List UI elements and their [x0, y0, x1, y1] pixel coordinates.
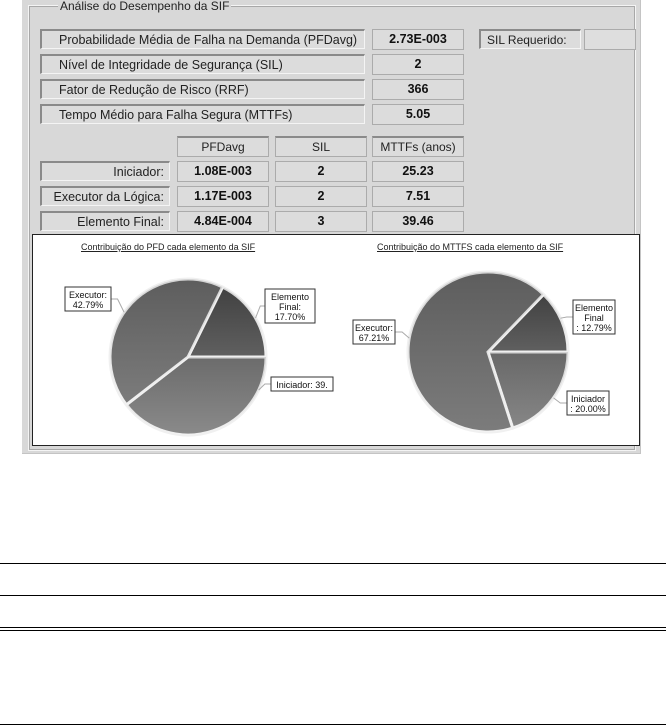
label-leader-line [395, 332, 409, 338]
sil-required-label: SIL Requerido: [479, 29, 581, 49]
slice-label-text: Executor: [354, 323, 394, 333]
slice-label-text: 67.21% [358, 333, 390, 343]
mttfs-chart-title: Contribuição do MTTFS cada elemento da SIF [377, 242, 564, 252]
pfd-chart-title: Contribuição do PFD cada elemento da SIF [81, 242, 256, 252]
iniciador-mttfs: 25.23 [372, 161, 464, 182]
rrf-label: Fator de Redução de Risco (RRF) [40, 79, 365, 99]
elemento-final-sil: 3 [275, 211, 367, 232]
row-label-executor: Executor da Lógica: [40, 186, 170, 206]
col-header-pfdavg: PFDavg [177, 136, 269, 157]
slice-label-text: 42.79% [72, 300, 104, 310]
executor-sil: 2 [275, 186, 367, 207]
sil-label: Nível de Integridade de Segurança (SIL) [40, 54, 365, 74]
iniciador-pfd: 1.08E-003 [177, 161, 269, 182]
elemento-final-mttfs: 39.46 [372, 211, 464, 232]
slice-label-text: : 12.79% [576, 323, 612, 333]
slice-label-text: Elemento [270, 292, 310, 302]
mttfs-value: 5.05 [372, 104, 464, 125]
slice-label-text: 17.70% [274, 312, 306, 322]
slice-label-text: Final: [278, 302, 302, 312]
executor-mttfs: 7.51 [372, 186, 464, 207]
divider-line [0, 630, 666, 631]
elemento-final-pfd: 4.84E-004 [177, 211, 269, 232]
iniciador-sil: 2 [275, 161, 367, 182]
charts-area [32, 234, 640, 446]
divider-line [0, 595, 666, 596]
row-label-iniciador: Iniciador: [40, 161, 170, 181]
slice-label-text: Executor: [68, 290, 108, 300]
slice-label-text: Iniciador [570, 394, 606, 404]
sil-value: 2 [372, 54, 464, 75]
label-leader-line [554, 398, 567, 403]
label-leader-line [111, 299, 124, 312]
rrf-value: 366 [372, 79, 464, 100]
slice-label-text: Final [584, 313, 604, 323]
label-leader-line [561, 317, 573, 318]
slice-label-text: Iniciador: 39. [276, 380, 328, 390]
pfdavg-label: Probabilidade Média de Falha na Demanda (PFDavg) [40, 29, 365, 49]
pfdavg-value: 2.73E-003 [372, 29, 464, 50]
col-header-sil: SIL [275, 136, 367, 157]
row-label-elemento-final: Elemento Final: [40, 211, 170, 231]
divider-line [0, 563, 666, 564]
slice-label-text: Elemento [574, 303, 614, 313]
group-title: Análise do Desempenho da SIF [60, 0, 230, 13]
label-leader-line [256, 306, 265, 318]
divider-line [0, 627, 666, 628]
executor-pfd: 1.17E-003 [177, 186, 269, 207]
slice-label-text: : 20.00% [570, 404, 606, 414]
pie-charts [33, 235, 639, 445]
mttfs-label: Tempo Médio para Falha Segura (MTTFs) [40, 104, 365, 124]
col-header-mttfs: MTTFs (anos) [372, 136, 464, 157]
divider-line [0, 724, 666, 725]
sil-required-field[interactable] [584, 29, 636, 50]
